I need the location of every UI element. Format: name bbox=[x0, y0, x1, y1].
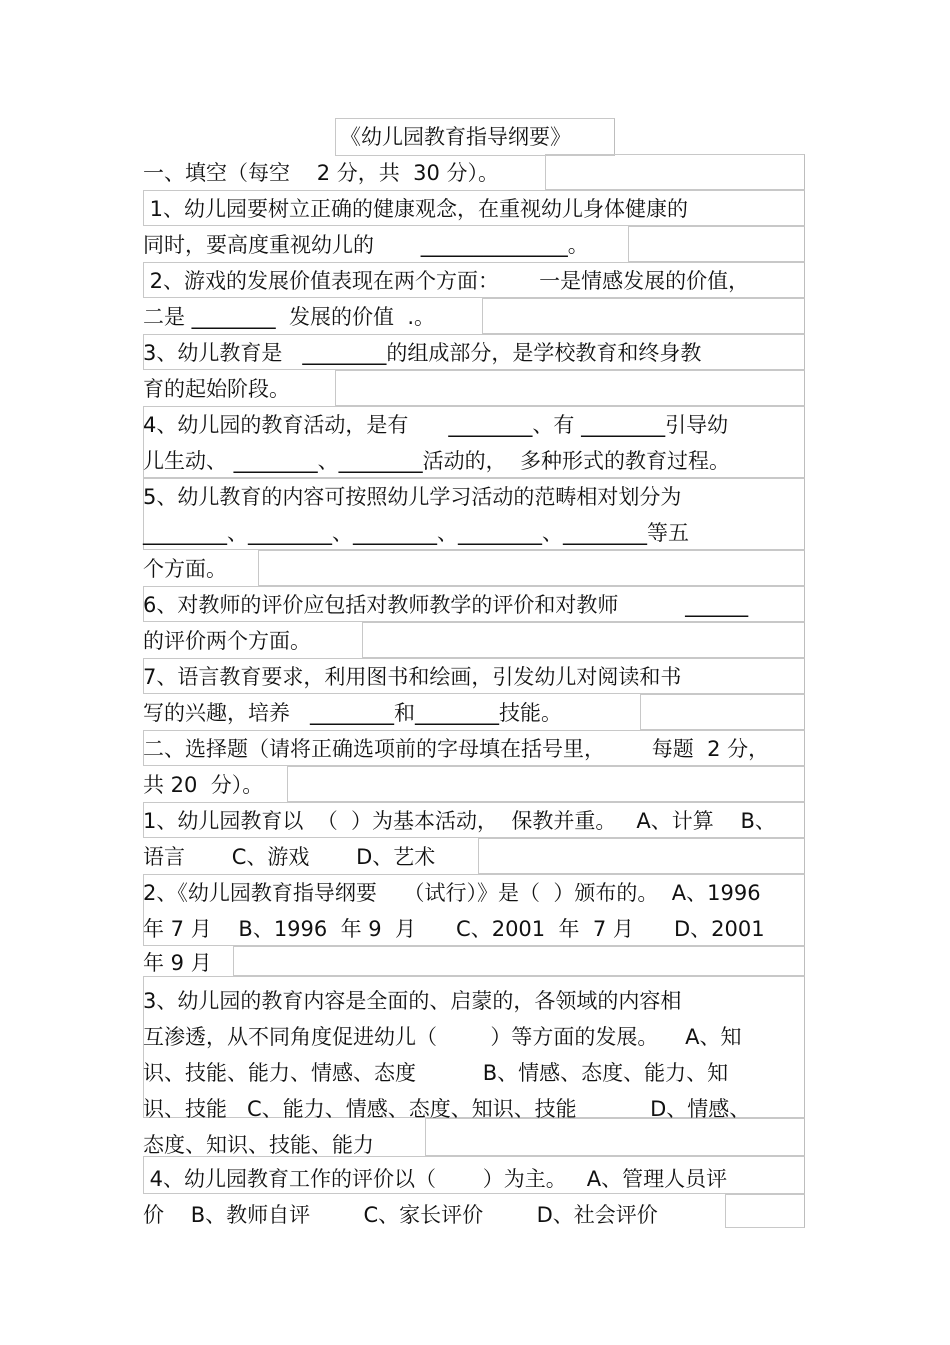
text-line: 2、游戏的发展价值表现在两个方面： 一是情感发展的价值， bbox=[143, 269, 750, 293]
text-line: ________、________、________、________、________等五 bbox=[143, 521, 689, 545]
text-line: 个方面。 bbox=[143, 557, 227, 581]
text-line: 1、幼儿园教育以 （ ）为基本活动， 保教并重。 A、计算 B、 bbox=[143, 809, 776, 833]
text-line: 二是 ________ 发展的价值 .。 bbox=[143, 305, 436, 329]
page-title: 《幼儿园教育指导纲要》 bbox=[340, 125, 571, 149]
text-line: 5、幼儿教育的内容可按照幼儿学习活动的范畴相对划分为 bbox=[143, 485, 682, 509]
text-line: 7、语言教育要求，利用图书和绘画，引发幼儿对阅读和书 bbox=[143, 665, 682, 689]
text-line: 一、填空（每空 2 分，共 30 分）。 bbox=[143, 161, 499, 185]
text-line: 互渗透，从不同角度促进幼儿（ ）等方面的发展。 A、知 bbox=[143, 1025, 742, 1049]
text-line: 3、幼儿园的教育内容是全面的、启蒙的，各领域的内容相 bbox=[143, 989, 682, 1013]
frame-section-1 bbox=[545, 154, 805, 190]
text-line: 识、技能 C、能力、情感、态度、知识、技能 D、情感、 bbox=[143, 1097, 751, 1121]
text-line: 的评价两个方面。 bbox=[143, 629, 311, 653]
frame-q2b bbox=[482, 298, 805, 334]
frame-c2b bbox=[233, 946, 805, 976]
text-line: 1、幼儿园要树立正确的健康观念，在重视幼儿身体健康的 bbox=[143, 197, 689, 221]
text-line: 共 20 分）。 bbox=[143, 773, 264, 797]
frame-c4b bbox=[725, 1194, 805, 1228]
text-line: 3、幼儿教育是 ________的组成部分，是学校教育和终身教 bbox=[143, 341, 702, 365]
text-line: 识、技能、能力、情感、态度 B、情感、态度、能力、知 bbox=[143, 1061, 729, 1085]
text-line: 年 7 月 B、1996 年 9 月 C、2001 年 7 月 D、2001 bbox=[143, 917, 765, 941]
frame-section-2b bbox=[287, 766, 805, 802]
frame-q3b bbox=[335, 370, 805, 406]
text-line: 二、选择题（请将正确选项前的字母填在括号里， 每题 2 分， bbox=[143, 737, 770, 761]
text-line: 语言 C、游戏 D、艺术 bbox=[143, 845, 436, 869]
text-line: 儿生动、 ________、________活动的， 多种形式的教育过程。 bbox=[143, 449, 731, 473]
text-line: 价 B、教师自评 C、家长评价 D、社会评价 bbox=[143, 1203, 658, 1227]
frame-c1b bbox=[478, 838, 805, 874]
frame-c3b bbox=[425, 1118, 805, 1156]
frame-q1b bbox=[628, 226, 805, 262]
text-line: 育的起始阶段。 bbox=[143, 377, 290, 401]
frame-q7b bbox=[640, 694, 805, 730]
frame-q5b bbox=[258, 550, 805, 586]
text-line: 年 9 月 bbox=[143, 951, 212, 975]
text-line: 2、《幼儿园教育指导纲要 （试行）》是（ ）颁布的。 A、1996 bbox=[143, 881, 761, 905]
text-line: 6、对教师的评价应包括对教师教学的评价和对教师 ______ bbox=[143, 593, 749, 617]
text-line: 4、幼儿园教育工作的评价以（ ）为主。 A、管理人员评 bbox=[143, 1167, 728, 1191]
frame-q6b bbox=[362, 622, 805, 658]
text-line: 4、幼儿园的教育活动，是有 ________、有 ________引导幼 bbox=[143, 413, 729, 437]
text-line: 写的兴趣，培养 ________和________技能。 bbox=[143, 701, 563, 725]
text-line: 态度、知识、技能、能力 bbox=[143, 1133, 374, 1157]
text-line: 同时，要高度重视幼儿的 ______________。 bbox=[143, 233, 589, 257]
